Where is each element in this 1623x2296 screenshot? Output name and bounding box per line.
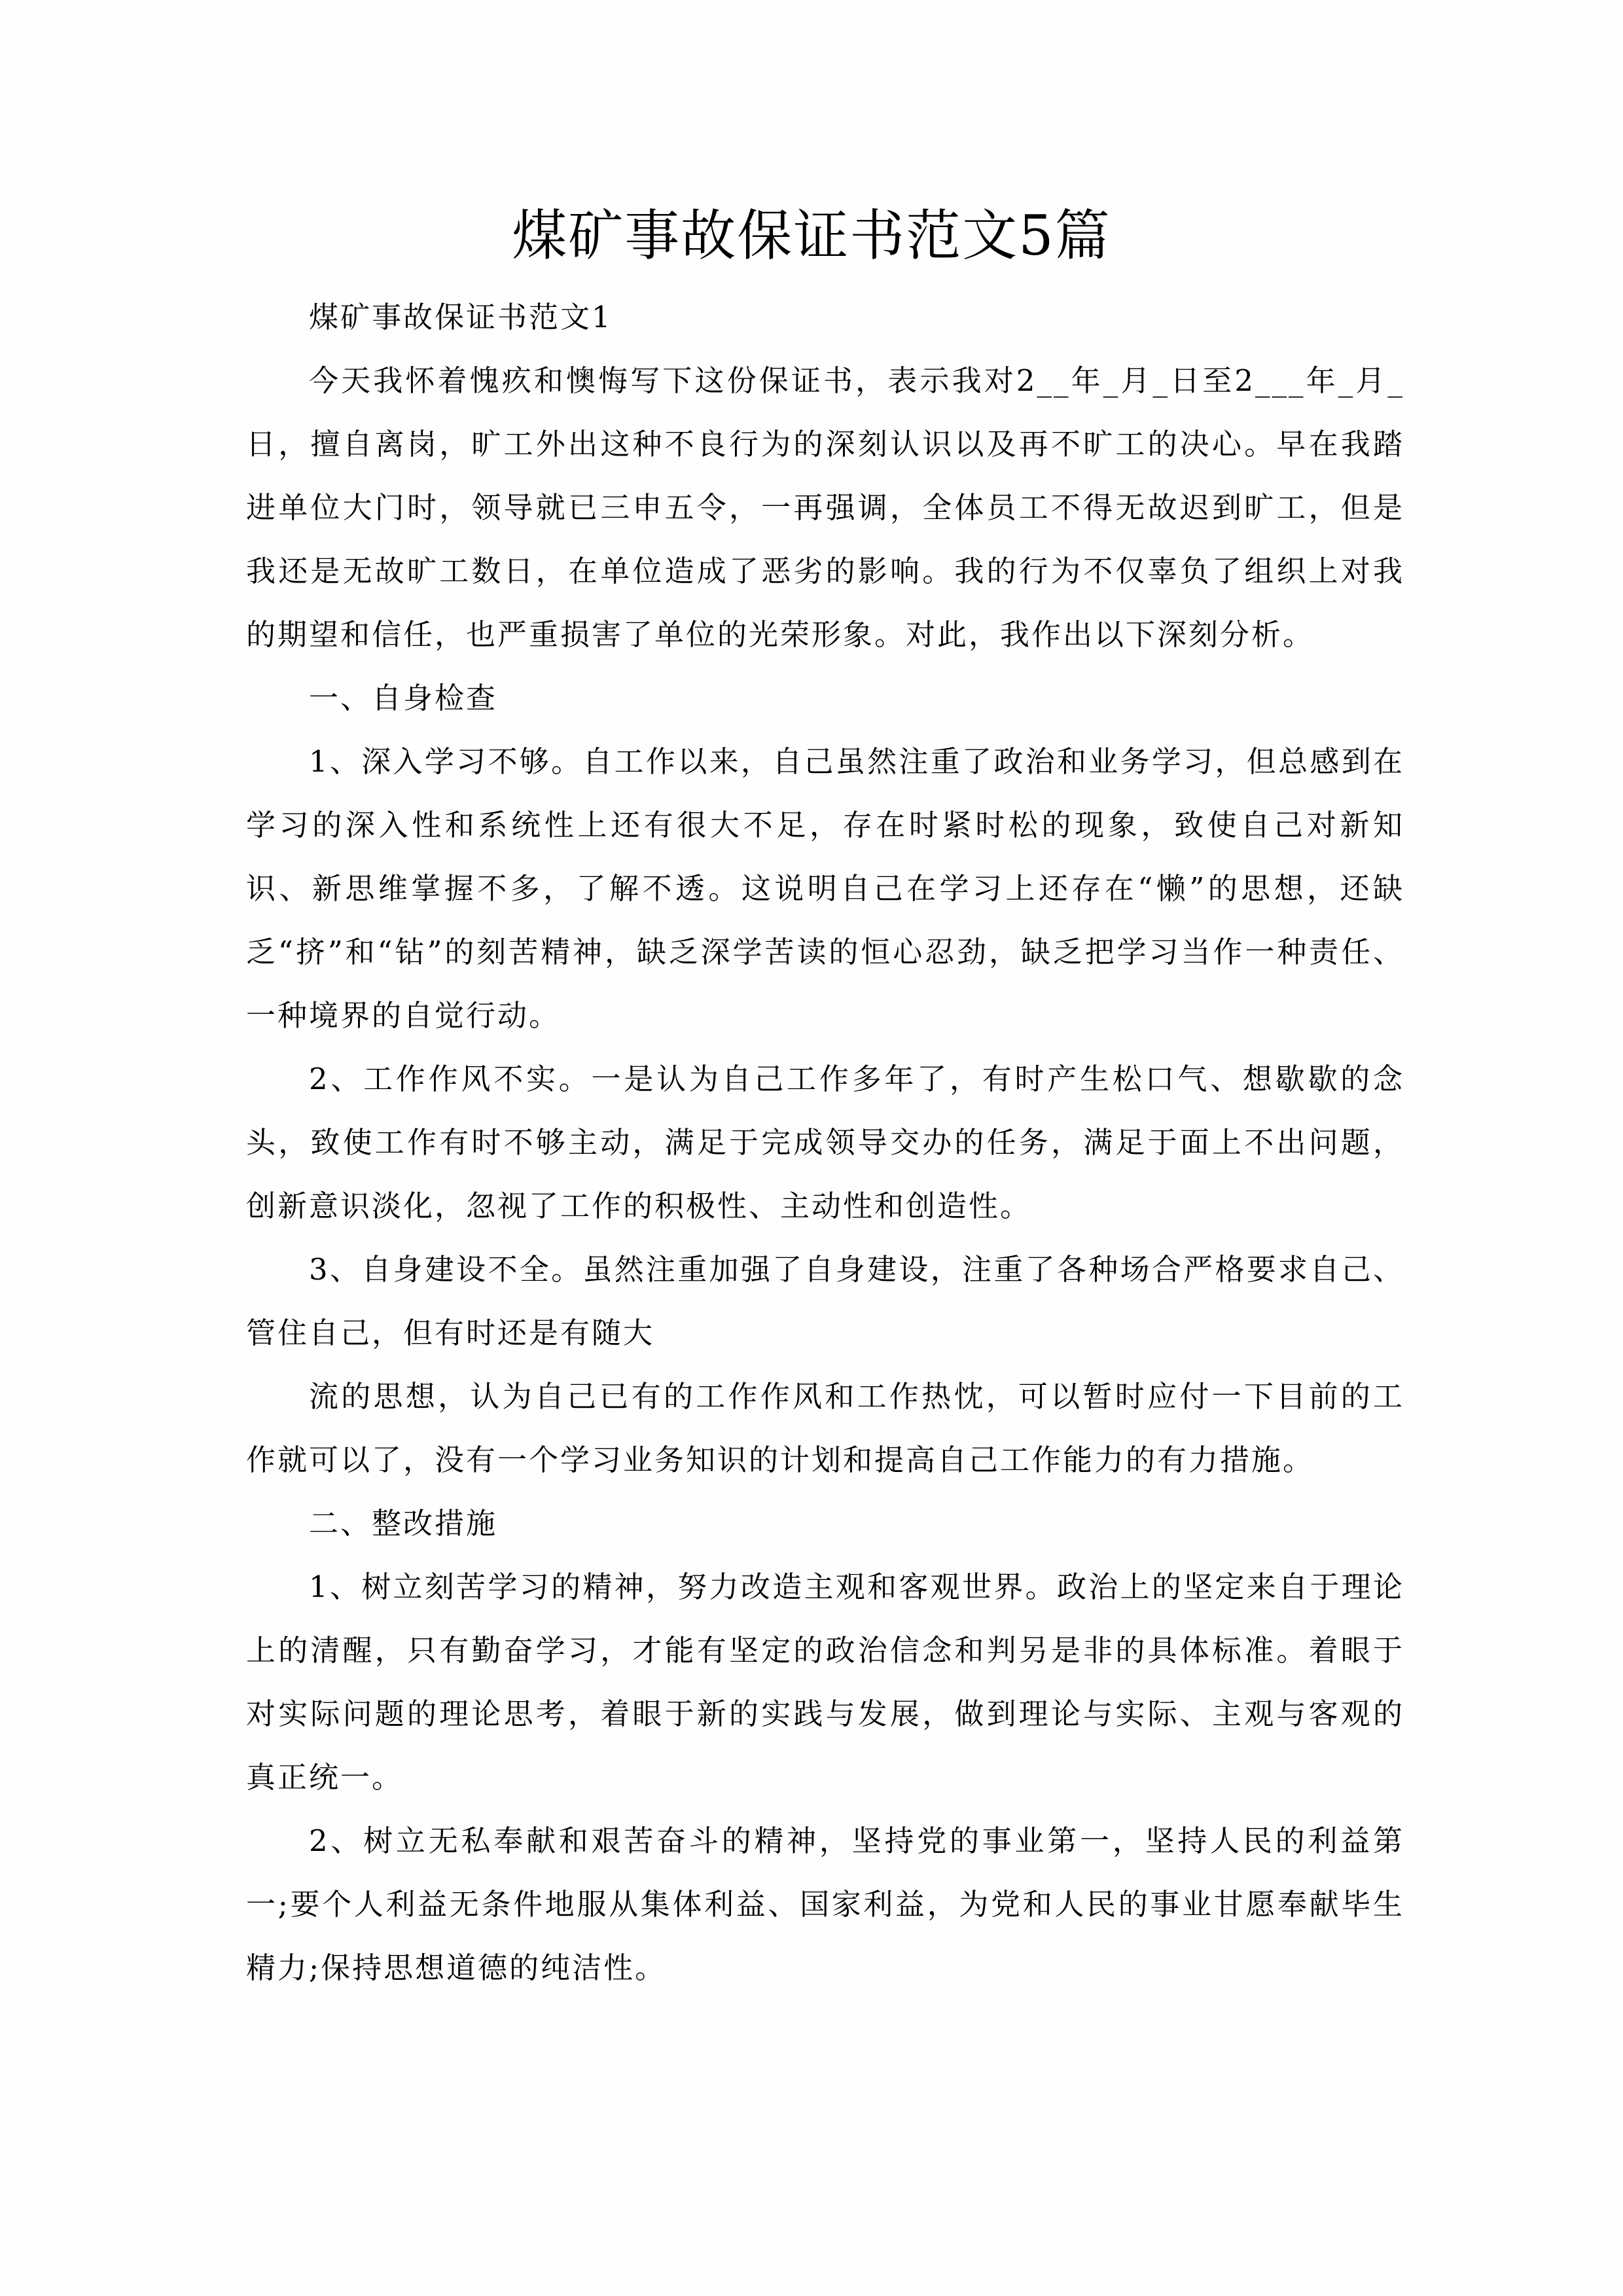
document-title: 煤矿事故保证书范文5篇 [512, 204, 1111, 268]
paragraph-item-1: 1、深入学习不够。自工作以来，自己虽然注重了政治和业务学习，但总感到在学习的深入性和系统性上还有很大不足，存在时紧时松的现象，致使自己对新知识、新思维掌握不多，了解不透。这说明自己在学习上还存在“懒”的思想，还缺乏“挤”和“钻”的刻苦精神，缺乏深学苦读的恒心忍劲，缺乏把学习当作一种责任、一种境界的自觉行动。 [246, 744, 1404, 1033]
section-heading-measures: 二、整改措施 [309, 1506, 498, 1541]
document-body [246, 285, 1404, 2000]
paragraph-item-2: 2、工作作风不实。一是认为自己工作多年了，有时产生松口气、想歇歇的念头，致使工作有时不够主动，满足于完成领导交办的任务，满足于面上不出问题，创新意识淡化，忽视了工作的积极性、主动性和创造性。 [246, 1062, 1404, 1223]
paragraph-item-3-continued: 流的思想，认为自己已有的工作作风和工作热忱，可以暂时应付一下目前的工作就可以了，没有一个学习业务知识的计划和提高自己工作能力的有力措施。 [246, 1379, 1404, 1477]
section-heading: 煤矿事故保证书范文1 [309, 300, 613, 334]
section-heading-self-check: 一、自身检查 [309, 681, 498, 715]
paragraph-measure-1: 1、树立刻苦学习的精神，努力改造主观和客观世界。政治上的坚定来自于理论上的清醒，只有勤奋学习，才能有坚定的政治信念和判另是非的具体标准。着眼于对实际问题的理论思考，着眼于新的实践与发展，做到理论与实际、主观与客观的真正统一。 [246, 1570, 1404, 1795]
paragraph-measure-2: 2、树立无私奉献和艰苦奋斗的精神，坚持党的事业第一，坚持人民的利益第一;要个人利益无条件地服从集体利益、国家利益，为党和人民的事业甘愿奉献毕生精力;保持思想道德的纯洁性。 [246, 1823, 1404, 1985]
paragraph-intro: 今天我怀着愧疚和懊悔写下这份保证书，表示我对2__年_月_日至2___年_月_日，擅自离岗，旷工外出这种不良行为的深刻认识以及再不旷工的决心。早在我踏进单位大门时，领导就已三申五令，一再强调，全体员工不得无故迟到旷工，但是我还是无故旷工数日，在单位造成了恶劣的影响。我的行为不仅辜负了组织上对我的期望和信任，也严重损害了单位的光荣形象。对此，我作出以下深刻分析。 [246, 363, 1404, 652]
paragraph-item-3: 3、自身建设不全。虽然注重加强了自身建设，注重了各种场合严格要求自己、管住自己，但有时还是有随大 [246, 1252, 1404, 1350]
